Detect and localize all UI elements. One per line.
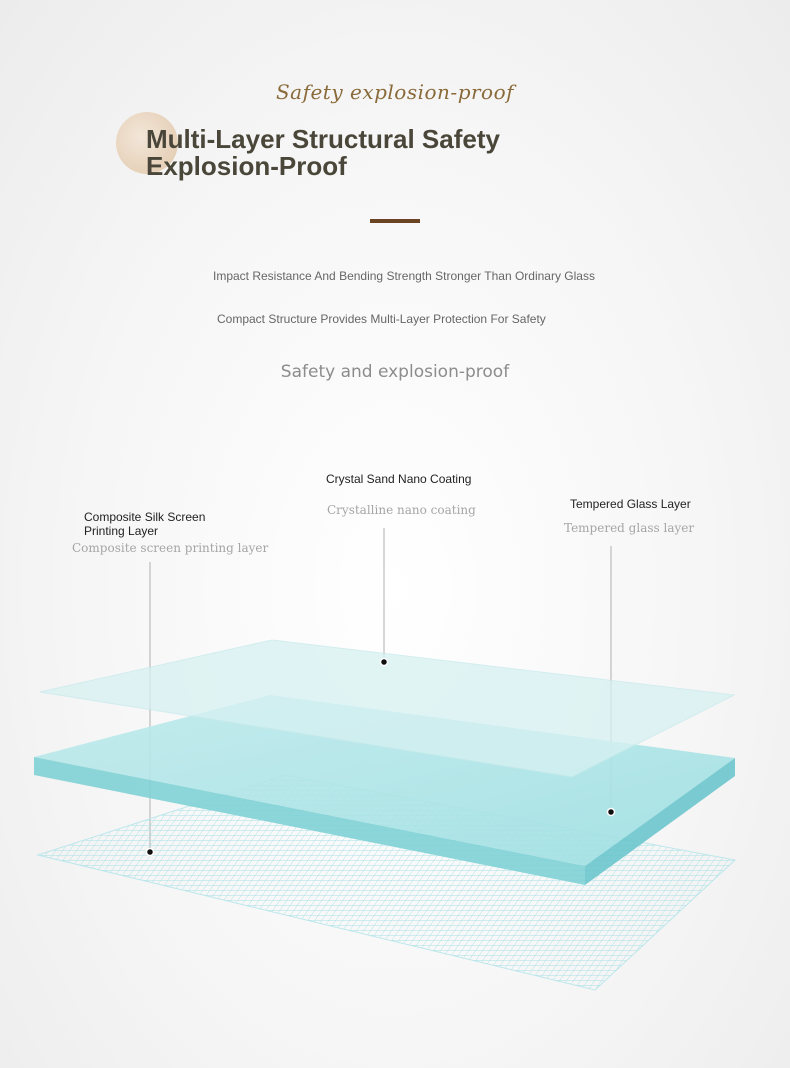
- main-title-line2: Explosion-Proof: [146, 151, 347, 181]
- script-title: Safety explosion-proof: [275, 80, 515, 104]
- description-line-1: Impact Resistance And Bending Strength Stronger Than Ordinary Glass: [213, 269, 595, 283]
- layer-label-nano-coating-title: Crystal Sand Nano Coating: [326, 472, 472, 486]
- callout-dot-tempered-glass: [608, 809, 615, 816]
- section-subtitle: Safety and explosion-proof: [280, 362, 510, 382]
- layers-illustration: [0, 600, 790, 1020]
- description-line-2: Compact Structure Provides Multi-Layer Protection For Safety: [217, 312, 546, 326]
- callout-dot-silk-screen: [147, 849, 154, 856]
- layer-label-silk-screen-subtitle: Composite screen printing layer: [72, 541, 269, 555]
- layer-label-tempered-glass-subtitle: Tempered glass layer: [564, 521, 695, 535]
- callout-dot-nano-coating: [381, 659, 388, 666]
- layer-label-nano-coating-subtitle: Crystalline nano coating: [327, 503, 476, 517]
- main-title-line1: Multi-Layer Structural Safety: [146, 124, 500, 154]
- layer-label-silk-screen-title: Composite Silk Screen Printing Layer: [84, 510, 206, 538]
- layer-label-tempered-glass-title: Tempered Glass Layer: [570, 497, 691, 511]
